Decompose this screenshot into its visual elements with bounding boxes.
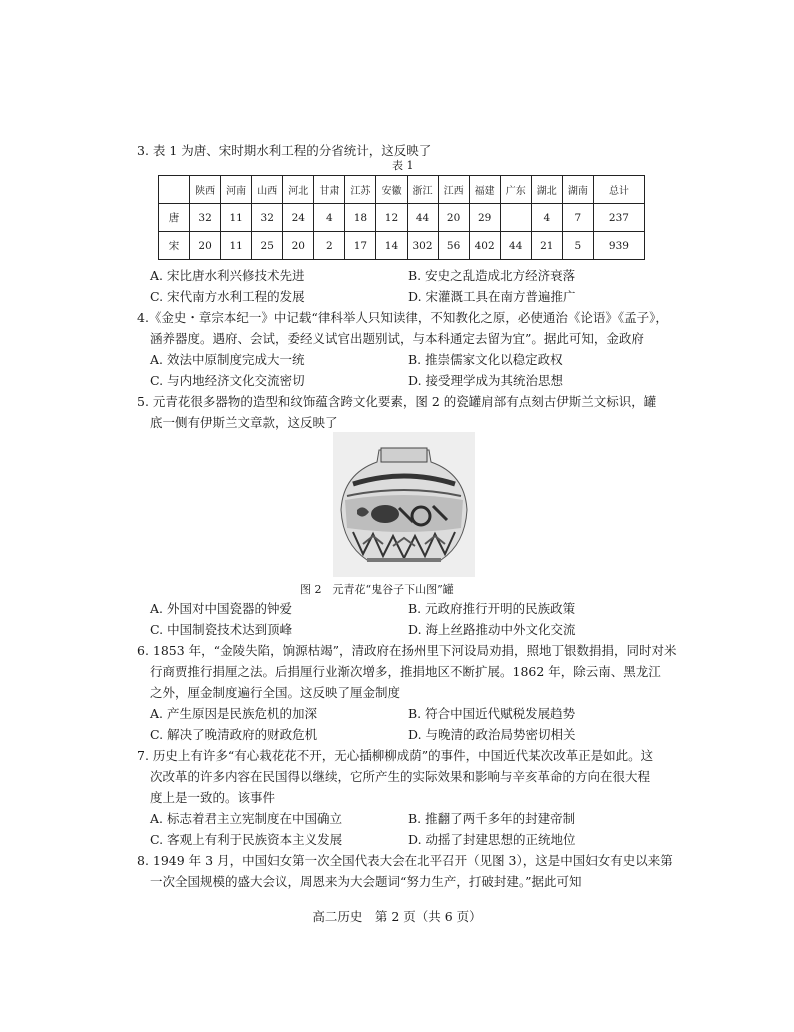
table-row (159, 232, 645, 260)
table-cell: 21 (531, 232, 562, 260)
q7-stem-line-2: 次改革的许多内容在民国得以继续，它所产生的实际效果和影响与辛亥革命的方向在很大程 (150, 769, 651, 784)
q7-stem-line-3: 度上是一致的。该事件 (150, 790, 276, 805)
q3-option-d[interactable]: D. 宋灌溉工具在南方普遍推广 (408, 289, 576, 304)
q3-stem: 3. 表 1 为唐、宋时期水利工程的分省统计，这反映了 (137, 143, 432, 158)
q4-option-b[interactable]: B. 推崇儒家文化以稳定政权 (408, 352, 563, 367)
table-header-cell: 江西 (438, 176, 469, 204)
table-cell: 7 (562, 204, 593, 232)
q6-option-a[interactable]: A. 产生原因是民族危机的加深 (150, 706, 317, 721)
q7-option-c[interactable]: C. 客观上有利于民族资本主义发展 (150, 832, 343, 847)
table-cell: 32 (252, 204, 283, 232)
table-cell: 17 (345, 232, 376, 260)
q5-stem-line-2: 底一侧有伊斯兰文章款，这反映了 (150, 415, 338, 430)
table-cell: 4 (314, 204, 345, 232)
q5-option-b[interactable]: B. 元政府推行开明的民族政策 (408, 601, 576, 616)
table-cell: 5 (562, 232, 593, 260)
q3-option-a[interactable]: A. 宋比唐水利兴修技术先进 (150, 268, 305, 283)
table-cell: 20 (283, 232, 314, 260)
q6-options (150, 703, 670, 745)
q5-option-c[interactable]: C. 中国制瓷技术达到顶峰 (150, 622, 293, 637)
q5-option-a[interactable]: A. 外国对中国瓷器的钟爱 (150, 601, 292, 616)
table-cell: 11 (221, 232, 252, 260)
q3-option-b[interactable]: B. 安史之乱造成北方经济衰落 (408, 268, 576, 283)
blue-white-jar-image (333, 432, 475, 577)
table-cell: 44 (500, 232, 531, 260)
table-cell: 12 (376, 204, 407, 232)
table-cell: 939 (593, 232, 644, 260)
table-header-cell: 河北 (283, 176, 314, 204)
table-header-cell: 江苏 (345, 176, 376, 204)
table-cell: 24 (283, 204, 314, 232)
table-header-cell: 福建 (469, 176, 500, 204)
q4-options (150, 349, 670, 391)
table-cell: 44 (407, 204, 438, 232)
table-cell: 302 (407, 232, 438, 260)
table-cell: 20 (190, 232, 221, 260)
table-header-cell: 浙江 (407, 176, 438, 204)
table-cell: 14 (376, 232, 407, 260)
table-header-cell: 安徽 (376, 176, 407, 204)
table-header-row (159, 176, 645, 204)
table-header-cell: 湖北 (531, 176, 562, 204)
table-row-label: 宋 (159, 232, 190, 260)
q4-option-d[interactable]: D. 接受理学成为其统治思想 (408, 373, 564, 388)
q8-stem-line-1: 8. 1949 年 3 月，中国妇女第一次全国代表大会在北平召开（见图 3），这是中国妇女有史以来第 (137, 853, 673, 868)
q3-option-c[interactable]: C. 宋代南方水利工程的发展 (150, 289, 305, 304)
table-cell: 56 (438, 232, 469, 260)
q6-stem-line-3: 之外，厘金制度遍行全国。这反映了厘金制度 (150, 685, 401, 700)
page-footer: 高二历史 第 2 页（共 6 页） (312, 909, 482, 924)
table-row-label: 唐 (159, 204, 190, 232)
table-cell: 237 (593, 204, 644, 232)
table-header-cell: 总计 (593, 176, 644, 204)
table-header-cell: 湖南 (562, 176, 593, 204)
table-cell (500, 204, 531, 232)
table-header-cell: 甘肃 (314, 176, 345, 204)
q7-options (150, 808, 670, 850)
table-cell: 18 (345, 204, 376, 232)
table-cell: 402 (469, 232, 500, 260)
table-header-cell: 山西 (252, 176, 283, 204)
q5-stem-line-1: 5. 元青花很多器物的造型和纹饰蕴含跨文化要素，图 2 的瓷罐肩部有点刻古伊斯兰文标识，罐 (137, 394, 657, 409)
q6-option-b[interactable]: B. 符合中国近代赋税发展趋势 (408, 706, 576, 721)
q6-option-d[interactable]: D. 与晚清的政治局势密切相关 (408, 727, 576, 742)
q4-option-c[interactable]: C. 与内地经济文化交流密切 (150, 373, 305, 388)
table-row (159, 204, 645, 232)
q4-option-a[interactable]: A. 效法中原制度完成大一统 (150, 352, 305, 367)
table-cell: 20 (438, 204, 469, 232)
q7-option-b[interactable]: B. 推翻了两千多年的封建帝制 (408, 811, 576, 826)
q7-option-d[interactable]: D. 动摇了封建思想的正统地位 (408, 832, 576, 847)
table-cell: 29 (469, 204, 500, 232)
table-header-cell: 广东 (500, 176, 531, 204)
q4-stem-line-2: 涵养器度。遇府、会试，委经义试官出题别试，与本科通定去留为宜”。据此可知，金政府 (150, 331, 644, 346)
vase-figure (333, 432, 475, 577)
table-header-cell: 陕西 (190, 176, 221, 204)
table-title: 表 1 (392, 159, 414, 172)
q3-options (150, 265, 670, 307)
table-cell: 32 (190, 204, 221, 232)
q5-options (150, 598, 670, 640)
q7-option-a[interactable]: A. 标志着君主立宪制度在中国确立 (150, 811, 342, 826)
table-cell: 25 (252, 232, 283, 260)
q7-stem-line-1: 7. 历史上有许多“有心栽花花不开，无心插柳柳成荫”的事件，中国近代某次改革正是如此。这 (137, 748, 654, 763)
table-cell: 11 (221, 204, 252, 232)
q6-stem-line-1: 6. 1853 年，“金陵失陷，饷源枯竭”，清政府在扬州里下河设局劝捐，照地丁银数捐捐，同时对米 (137, 643, 677, 658)
q8-stem-line-2: 一次全国规模的盛大会议，周恩来为大会题词“努力生产，打破封建。”据此可知 (150, 874, 582, 889)
table-cell: 4 (531, 204, 562, 232)
q5-option-d[interactable]: D. 海上丝路推动中外文化交流 (408, 622, 576, 637)
q6-option-c[interactable]: C. 解决了晚清政府的财政危机 (150, 727, 318, 742)
table-cell: 2 (314, 232, 345, 260)
q6-stem-line-2: 行商贾推行捐厘之法。后捐厘行业渐次增多，推捐地区不断扩展。1862 年，除云南、黑龙江 (150, 664, 661, 679)
figure-2-caption: 图 2 元青花“鬼谷子下山图”罐 (300, 583, 454, 596)
irrigation-table (158, 175, 645, 260)
q4-stem-line-1: 4.《金史・章宗本纪一》中记载“律科举人只知读律，不知教化之原，必使通治《论语》《孟子》， (137, 310, 668, 325)
table-corner-cell (159, 176, 190, 204)
table-header-cell: 河南 (221, 176, 252, 204)
